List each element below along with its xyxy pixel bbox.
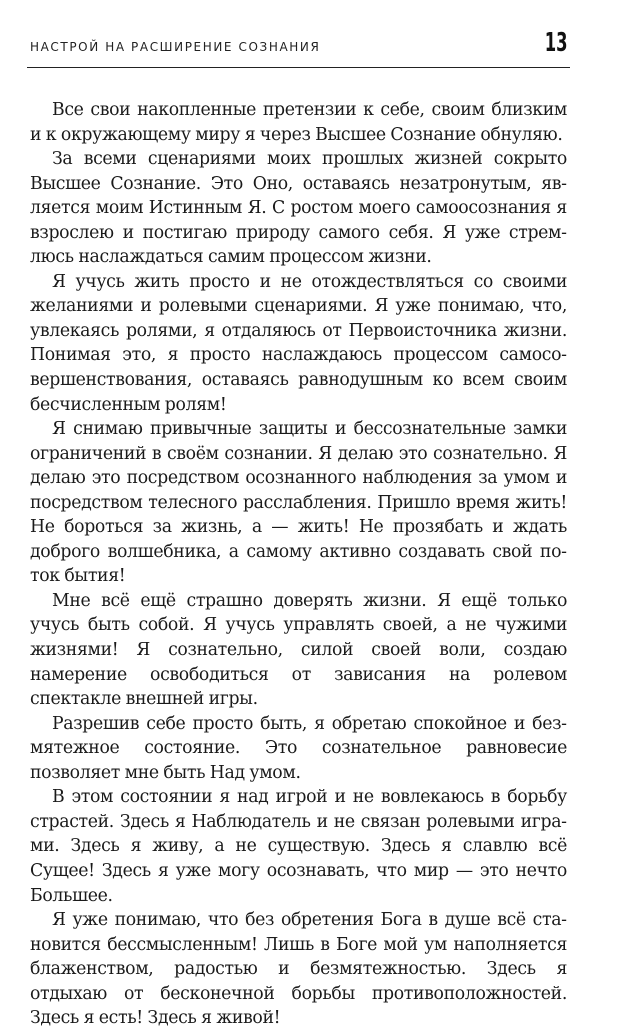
page-number: 13 — [545, 28, 568, 58]
paragraph: За всеми сценариями моих прошлых жизней сокрыто Высшее Сознание. Это Оно, оставаясь незатронутым, является моим Истинным Я. С ростом моего самоосознания я взрослею и постигаю природу самого себя. Я уже стремлюсь наслаждаться самим процессом жизни. — [30, 149, 567, 268]
running-header: НАСТРОЙ НА РАСШИРЕНИЕ СОЗНАНИЯ — [30, 40, 321, 54]
paragraph: Разрешив себе просто быть, я обретаю спокойное и безмятежное состояние. Это сознательное равновесие позволяет мне быть Над умом. — [30, 713, 567, 783]
paragraph: Я учусь жить просто и не отождествляться со своими желаниями и ролевыми сценариями. Я уже понимаю, что, увлекаясь ролями, я отдаляюсь от Первоисточника жизни. Понимая это, я просто наслаждаюсь процессом самосовершенствования, оставаясь равнодушным ко всем своим бесчисленным ролям! — [30, 271, 567, 415]
paragraph: В этом состоянии я над игрой и не вовлекаюсь в борьбу страстей. Здесь я Наблюдатель и не связан ролевыми играми. Здесь я живу, а не существую. Здесь я славлю всё Сущее! Здесь я уже могу осознавать, что мир — это нечто Большее. — [30, 787, 567, 906]
paragraph: Мне всё ещё страшно доверять жизни. Я ещё только учусь быть собой. Я учусь управлять своей, а не чужими жизнями! Я сознательно, силой своей воли, создаю намерение освободиться от зависания на ролевом спектакле внешней игры. — [30, 590, 567, 710]
paragraph: Я снимаю привычные защиты и бессознательные замки ограничений в своём сознании. Я делаю это сознательно. Я делаю это посредством осознанного наблюдения за умом и посредством телесного расслабления. Пришло время жить! Не бороться за жизнь, а — жить! Не прозябать и ждать доброго волшебника, а самому активно создавать свой поток бытия! — [30, 419, 567, 587]
header-divider — [27, 67, 570, 68]
paragraph: Я уже понимаю, что без обретения Бога в душе всё становится бессмысленным! Лишь в Боге мой ум наполняется блаженством, радостью и безмятежностью. Здесь я отдыхаю от бесконечной борьбы противоположностей. Здесь я есть! Здесь я живой! — [30, 910, 567, 1029]
paragraph: Все свои накопленные претензии к себе, своим близким и к окружающему миру я через Высшее Сознание обнуляю. — [30, 100, 567, 145]
body-text — [30, 98, 567, 1031]
